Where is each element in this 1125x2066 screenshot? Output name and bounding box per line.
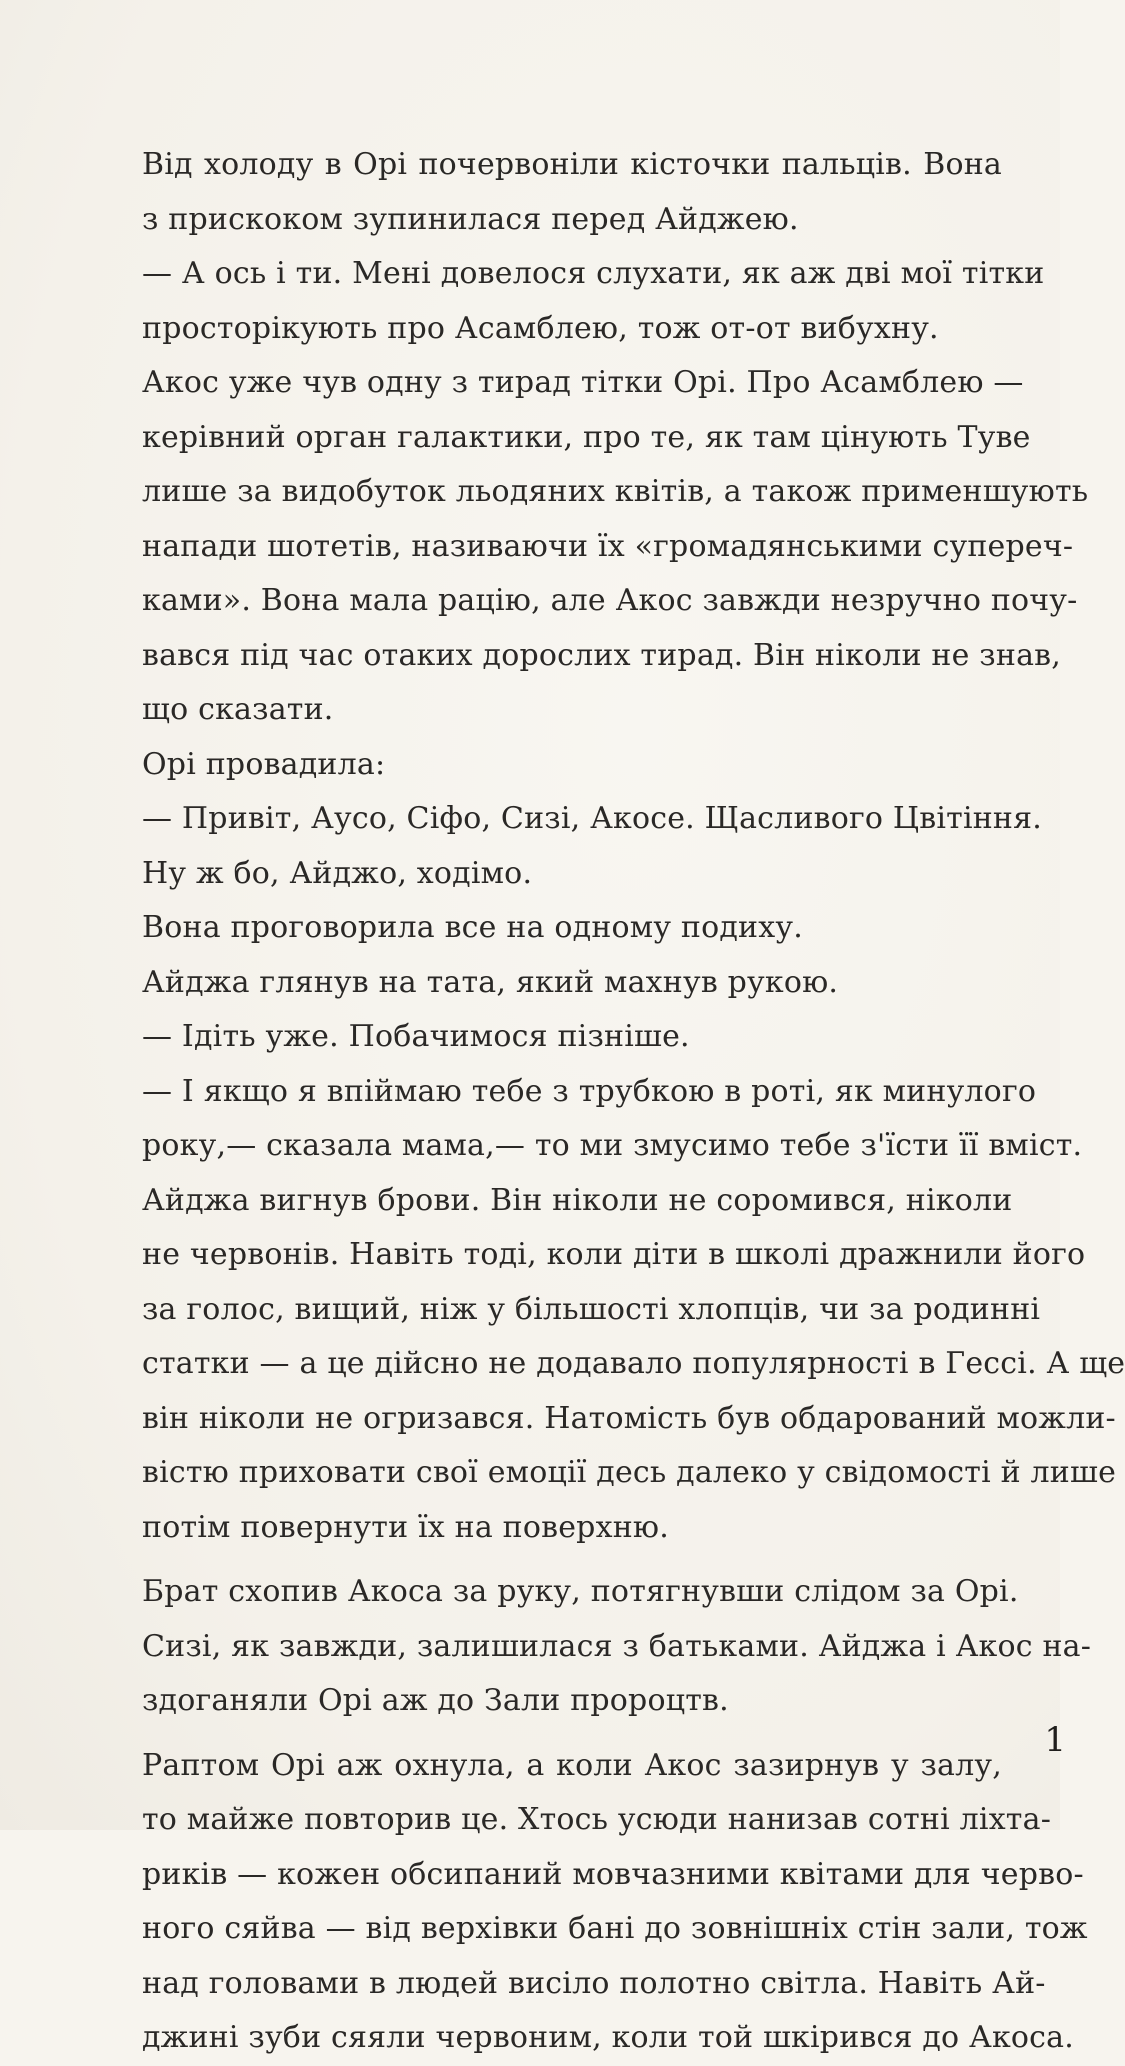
text-line: Вона проговорила все на одному подиху. (142, 910, 803, 945)
text-line: з прискоком зупинилася перед Айджею. (142, 201, 799, 237)
text-line: вався під час отаких дорослих тирад. Він ніколи не знав, (142, 637, 1061, 673)
page-number: 1 (1044, 1720, 1066, 1760)
text-line: — Привіт, Аусо, Сіфо, Сизі, Акосе. Щасливого Цвітіння. (142, 801, 1042, 836)
text-line: напади шотетів, називаючи їх «громадянськими супереч- (142, 528, 1074, 564)
text-line: Брат схопив Акоса за руку, потягнувши слідом за Орі. (142, 1574, 1019, 1609)
text-line: він ніколи не огризався. Натомість був обдарований можли- (142, 1400, 1116, 1436)
text-line: лише за видобуток льодяних квітів, а також применшують (142, 474, 1089, 509)
text-line: керівний орган галактики, про те, як там цінують Туве (142, 419, 1031, 455)
text-line: — Ідіть уже. Побачимося пізніше. (142, 1019, 690, 1054)
text-line: року,— сказала мама,— то ми змусимо тебе з'їсти її вміст. (142, 1128, 1083, 1163)
text-line: не червонів. Навіть тоді, коли діти в школі дражнили його (142, 1237, 1086, 1272)
text-line: — А ось і ти. Мені довелося слухати, як аж дві мої тітки (142, 256, 1045, 291)
text-line: Айджа глянув на тата, який махнув рукою. (142, 964, 839, 1000)
text-line: потім повернути їх на поверхню. (142, 1509, 669, 1545)
text-line: за голос, вищий, ніж у більшості хлопців, чи за родинні (142, 1291, 1041, 1327)
text-line: Від холоду в Орі почервоніли кісточки пальців. Вона (142, 147, 1002, 182)
text-line: то майже повторив це. Хтось усюди нанизав сотні ліхта- (142, 1802, 1052, 1837)
paragraph-gap (142, 1555, 1002, 1565)
text-line: риків — кожен обсипаний мовчазними квітами для черво- (142, 1856, 1084, 1892)
text-line: джині зуби сяяли червоним, коли той шкірився до Акоса. (142, 2020, 1074, 2055)
text-line: Раптом Орі аж охнула, а коли Акос зазирнув у залу, (142, 1747, 1002, 1783)
text-line: Орі провадила: (142, 746, 386, 782)
text-line: здоганяли Орі аж до Зали пророцтв. (142, 1683, 729, 1718)
text-line: ками». Вона мала рацію, але Акос завжди незручно почу- (142, 583, 1078, 618)
paragraph-gap (142, 1729, 1002, 1739)
text-line: вістю приховати свої емоції десь далеко у свідомості й лише (142, 1455, 1117, 1490)
text-line: просторікують про Асамблею, тож от-от вибухну. (142, 310, 939, 346)
page-text (142, 138, 1125, 2066)
text-line: над головами в людей висіло полотно світла. Навіть Ай- (142, 1965, 1046, 2001)
text-line: Айджа вигнув брови. Він ніколи не соромився, ніколи (142, 1182, 1013, 1218)
text-line: Ну ж бо, Айджо, ходімо. (142, 855, 533, 891)
text-line: Акос уже чув одну з тирад тітки Орі. Про Асамблею — (142, 365, 1024, 400)
text-line: що сказати. (142, 692, 334, 727)
text-line: ного сяйва — від верхівки бані до зовнішніх стін зали, тож (142, 1911, 1088, 1946)
text-line: Сизі, як завжди, залишилася з батьками. Айджа і Акос на- (142, 1628, 1092, 1664)
text-line: — І якщо я впіймаю тебе з трубкою в роті, як минулого (142, 1073, 1037, 1109)
text-line: статки — а це дійсно не додавало популярності в Гессі. А ще (142, 1346, 1125, 1381)
